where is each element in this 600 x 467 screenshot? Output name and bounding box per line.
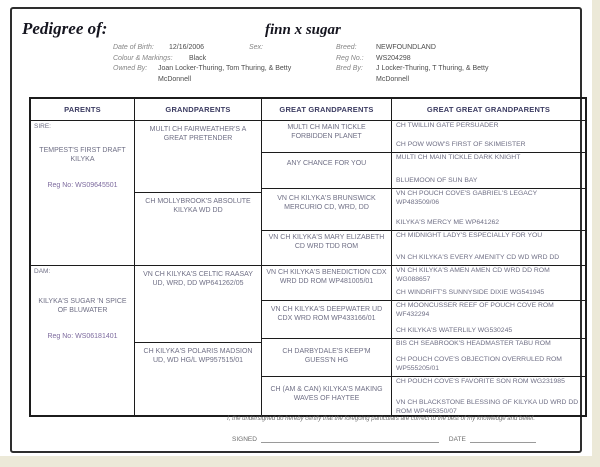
- great-grandparent-cell: MULTI CH MAIN TICKLE FORBIDDEN PLANET: [262, 121, 391, 153]
- great-great-grandparent-cell: [392, 231, 585, 266]
- ancestor-name: CH TWILLIN GATE PERSUADER: [396, 122, 499, 129]
- ancestor-name: BLUEMOON OF SUN BAY: [396, 177, 478, 185]
- pedigree-table: [29, 97, 587, 417]
- great-great-grandparent-cell: [392, 121, 585, 153]
- great-grandparent-cell: CH DARBYDALE'S KEEP'M GUESS'N HG: [262, 339, 391, 377]
- owned-by-value: Joan Locker-Thuring, Tom Thuring, & Betty McDonnell: [158, 65, 292, 83]
- header-great-grandparents: GREAT GRANDPARENTS: [262, 99, 391, 121]
- meta-row-owned: [113, 64, 328, 85]
- ancestor-name: VN CH KILYKA'S AMEN AMEN CD WRD DD ROM WG088657: [396, 267, 550, 283]
- ancestor-name: MULTI CH MAIN TICKLE DARK KNIGHT: [396, 154, 521, 161]
- ancestor-name: BIS CH SEABROOK'S HEADMASTER TABU ROM: [396, 340, 551, 347]
- meta-right-block: [336, 43, 516, 85]
- sex-label: Sex:: [249, 44, 264, 51]
- signature-row: [232, 434, 536, 443]
- breed-label: Breed:: [336, 44, 357, 51]
- bred-by-label: Bred By:: [336, 65, 363, 72]
- great-great-grandparent-cell: [392, 153, 585, 189]
- dam-role-label: DAM:: [34, 268, 51, 275]
- ancestor-name: CH MOONCUSSER REEF OF POUCH COVE ROM WF432294: [396, 302, 554, 318]
- owned-by-label: Owned By:: [113, 65, 148, 72]
- ancestor-name: CH KILYKA'S WATERLILY WG530245: [396, 327, 513, 335]
- ancestor-name: KILYKA'S MERCY ME WP641262: [396, 219, 500, 227]
- breed-value: NEWFOUNDLAND: [376, 44, 436, 51]
- colour-label: Colour & Markings:: [113, 54, 173, 62]
- great-grandparent-cell: VN CH KILYKA'S BENEDICTION CDX WRD DD ROM WP481005/01: [262, 266, 391, 301]
- sire-role-label: SIRE:: [34, 123, 51, 130]
- page-title: Pedigree of:: [22, 19, 108, 38]
- meta-row-bred: [336, 64, 516, 85]
- grandparent-cell: CH KILYKA'S POLARIS MADSION UD, WD HG/L WP957515/01: [143, 348, 253, 365]
- meta-row-breed: [336, 43, 516, 54]
- reg-no-value: WS204298: [376, 54, 411, 62]
- ancestor-name: VN CH POUCH COVE'S GABRIEL'S LEGACY WP483509/06: [396, 190, 538, 206]
- colour-value: Black: [189, 54, 207, 62]
- bred-by-value: J Locker-Thuring, T Thuring, & Betty McDonnell: [376, 65, 489, 83]
- certification-statement: I, the undersigned do hereby certify that the foregoing particulars are correct to the best of my knowledge and belief.: [227, 416, 535, 422]
- date-line: [470, 434, 536, 443]
- meta-row-regno: [336, 54, 516, 65]
- grandparents-column: [135, 99, 262, 415]
- sire-cell: [31, 121, 134, 266]
- header-grandparents: GRANDPARENTS: [135, 99, 261, 121]
- ancestor-name: VN CH KILYKA'S EVERY AMENITY CD WD WRD DD: [396, 254, 560, 262]
- header-parents: PARENTS: [31, 99, 134, 121]
- pedigree-subject-name: finn x sugar: [265, 22, 341, 38]
- signature-line: [261, 434, 439, 443]
- parents-column: [31, 99, 135, 415]
- grandparent-cell: CH MOLLYBROOK'S ABSOLUTE KILYKA WD DD: [135, 193, 261, 266]
- great-great-grandparent-cell: [392, 266, 585, 301]
- great-great-grandparent-cell: [392, 339, 585, 377]
- great-great-grandparent-cell: [392, 189, 585, 231]
- signed-label: SIGNED: [232, 436, 257, 443]
- pedigree-certificate: [10, 7, 582, 453]
- great-great-grandparent-cell: [392, 301, 585, 339]
- dam-reg-no: Reg No: WS06181401: [47, 333, 118, 341]
- great-grandparent-cell: VN CH KILYKA'S DEEPWATER UD CDX WRD ROM WP433166/01: [262, 301, 391, 339]
- date-label: DATE: [448, 436, 466, 443]
- meta-row-colour: [113, 54, 328, 65]
- great-great-grandparents-column: [392, 99, 585, 415]
- ancestor-name: CH MIDNIGHT LADY'S ESPECIALLY FOR YOU: [396, 232, 543, 239]
- ancestor-name: CH POW WOW'S FIRST OF SKIMEISTER: [396, 141, 526, 149]
- meta-row-dob: [113, 43, 328, 54]
- meta-left-block: [113, 43, 328, 85]
- great-great-grandparent-cell: [392, 377, 585, 419]
- sire-reg-no: Reg No: WS09645501: [47, 182, 118, 190]
- dob-value: 12/16/2006: [169, 44, 205, 51]
- dob-label: Date of Birth:: [113, 44, 154, 51]
- great-grandparents-column: [262, 99, 392, 415]
- ancestor-name: CH POUCH COVE'S FAVORITE SON ROM WG231985: [396, 378, 565, 385]
- sire-name: TEMPEST'S FIRST DRAFT KILYKA: [39, 146, 126, 163]
- ancestor-name: CH WINDRIFT'S SUNNYSIDE DIXIE WG541945: [396, 289, 545, 297]
- dam-cell: [31, 266, 134, 419]
- header-great-great-grandparents: GREAT GREAT GRANDPARENTS: [392, 99, 585, 121]
- grandparent-cell: VN CH KILYKA'S CELTIC RAASAY UD, WRD, DD WP641262/05: [135, 266, 261, 343]
- great-grandparent-cell: CH (AM & CAN) KILYKA'S MAKING WAVES OF HAYTEE: [270, 386, 383, 403]
- dam-name: KILYKA'S SUGAR 'N SPICE OF BLUWATER: [38, 297, 127, 314]
- ancestor-name: VN CH BLACKSTONE BLESSING OF KILYKA UD WRD DD ROM WP465350/07: [396, 399, 579, 416]
- great-grandparent-cell: ANY CHANCE FOR YOU: [262, 153, 391, 189]
- great-grandparent-cell: VN CH KILYKA'S BRUNSWICK MERCURIO CD, WRD, DD: [262, 189, 391, 231]
- great-grandparent-cell: VN CH KILYKA'S MARY ELIZABETH CD WRD TDD ROM: [262, 231, 391, 266]
- reg-no-label: Reg No.:: [336, 54, 364, 62]
- ancestor-name: CH POUCH COVE'S OBJECTION OVERRULED ROM WP555205/01: [396, 356, 562, 373]
- grandparent-cell: MULTI CH FAIRWEATHER'S A GREAT PRETENDER: [135, 121, 261, 193]
